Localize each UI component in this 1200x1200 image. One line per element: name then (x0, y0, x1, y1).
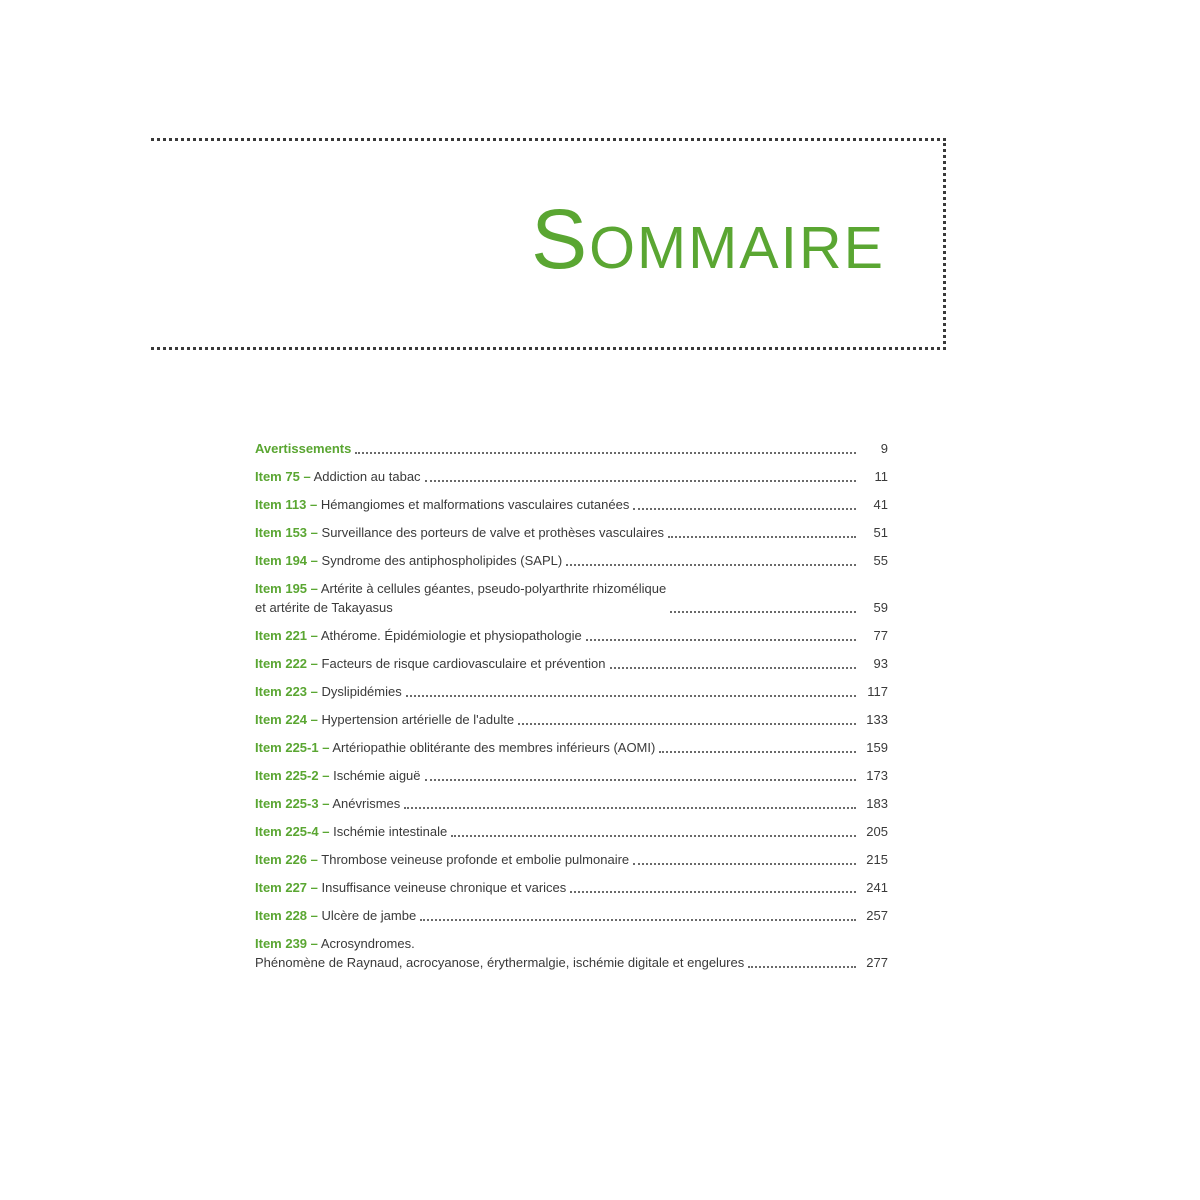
toc-entry[interactable] (255, 675, 888, 703)
toc-entry-label: Item 223 (255, 684, 308, 699)
toc-entry-label: Item 75 (255, 469, 300, 484)
toc-page-number: 77 (873, 628, 888, 643)
toc-page-number: 159 (866, 740, 888, 755)
toc-entry-text (255, 878, 566, 899)
toc-entry-text (255, 439, 351, 460)
toc-page-number: 117 (867, 684, 888, 699)
toc-page-number: 257 (866, 908, 888, 923)
toc-page-number: 183 (866, 796, 888, 811)
toc-entry-title: Surveillance des porteurs de valve et prothèses vasculaires (321, 525, 665, 540)
toc-entry-text (255, 626, 582, 647)
title-frame (151, 138, 946, 350)
toc-page-number: 55 (873, 553, 888, 568)
toc-entry-text (255, 523, 664, 544)
toc-entry-label: Item 227 (255, 880, 308, 895)
toc-entry-label: Avertissements (255, 441, 352, 456)
toc-entry-first-line (255, 934, 744, 953)
toc-entry-title: Insuffisance veineuse chronique et varices (321, 880, 567, 895)
toc-entry-dash: – (310, 684, 318, 699)
dot-leader (633, 508, 856, 510)
toc-entry[interactable] (255, 516, 888, 544)
toc-entry-title: Thrombose veineuse profonde et embolie pulmonaire (321, 852, 630, 867)
toc-entry-text (255, 738, 655, 759)
toc-entry-label: Item 195 (255, 581, 308, 596)
toc-entry-title: Artériopathie oblitérante des membres inférieurs (AOMI) (332, 740, 656, 755)
toc-entry-label: Item 225-4 (255, 824, 319, 839)
toc-entry[interactable] (255, 787, 888, 815)
toc-entry-label: Item 239 (255, 936, 308, 951)
toc-entry[interactable] (255, 927, 888, 974)
toc-entry-label: Item 225-2 (255, 768, 319, 783)
dot-leader (518, 723, 856, 725)
toc-entry-label: Item 228 (255, 908, 308, 923)
toc-entry-dash: – (310, 712, 318, 727)
dot-leader (566, 564, 856, 566)
toc-page-number: 59 (873, 600, 888, 615)
toc-page-number: 133 (866, 712, 888, 727)
toc-entry[interactable] (255, 647, 888, 675)
toc-entry[interactable] (255, 815, 888, 843)
toc-entry-title: Dyslipidémies (321, 684, 402, 699)
toc-entry[interactable] (255, 871, 888, 899)
dot-leader (570, 891, 856, 893)
toc-entry-dash: – (303, 469, 311, 484)
toc-entry-title: Hypertension artérielle de l'adulte (321, 712, 515, 727)
toc-page-number: 9 (880, 441, 888, 456)
dot-leader (425, 779, 856, 781)
toc-entry-text (255, 579, 666, 619)
toc-entry-dash: – (310, 525, 318, 540)
toc-entry-dash: – (310, 880, 318, 895)
toc-entry-dash: – (310, 628, 318, 643)
table-of-contents (255, 432, 888, 974)
dot-leader (659, 751, 856, 753)
toc-entry-text (255, 934, 744, 974)
toc-page-number: 11 (874, 469, 888, 484)
toc-entry-title-line1: Acrosyndromes. (320, 936, 415, 951)
toc-entry-title: Anévrismes (332, 796, 401, 811)
toc-entry-title: Addiction au tabac (313, 469, 421, 484)
toc-entry-title: et artérite de Takayasus (255, 600, 393, 615)
toc-entry-dash: – (322, 740, 330, 755)
toc-entry-label: Item 113 (255, 497, 307, 512)
toc-entry[interactable] (255, 619, 888, 647)
toc-entry-first-line (255, 579, 666, 598)
toc-entry-text (255, 467, 421, 488)
dot-leader (404, 807, 856, 809)
toc-entry-text (255, 794, 400, 815)
page-title: Sommaire (531, 192, 885, 286)
toc-entry-text (255, 710, 514, 731)
toc-entry-label: Item 224 (255, 712, 308, 727)
toc-entry-title: Syndrome des antiphospholipides (SAPL) (321, 553, 563, 568)
toc-entry[interactable] (255, 460, 888, 488)
toc-entry[interactable] (255, 432, 888, 460)
toc-entry-label: Item 194 (255, 553, 308, 568)
toc-page-number: 41 (873, 497, 888, 512)
toc-page-number: 215 (866, 852, 888, 867)
toc-entry[interactable] (255, 703, 888, 731)
toc-entry-label: Item 225-3 (255, 796, 319, 811)
dot-leader (420, 919, 856, 921)
toc-entry-dash: – (322, 768, 330, 783)
toc-entry-dash: – (310, 656, 318, 671)
toc-entry-label: Item 221 (255, 628, 308, 643)
dot-leader (425, 480, 856, 482)
toc-entry-title: Hémangiomes et malformations vasculaires cutanées (320, 497, 630, 512)
toc-page-number: 93 (873, 656, 888, 671)
dot-leader (748, 966, 856, 968)
toc-page-number: 205 (866, 824, 888, 839)
toc-entry-text (255, 551, 562, 572)
toc-entry-label: Item 222 (255, 656, 308, 671)
toc-entry-text (255, 822, 447, 843)
toc-entry-dash: – (322, 824, 330, 839)
dot-leader (586, 639, 856, 641)
toc-entry-text (255, 906, 416, 927)
toc-entry-title-line1: Artérite à cellules géantes, pseudo-polyarthrite rhizomélique (320, 581, 667, 596)
dot-leader (670, 611, 856, 613)
toc-entry-label: Item 153 (255, 525, 308, 540)
toc-page-number: 51 (873, 525, 888, 540)
toc-entry-title: Facteurs de risque cardiovasculaire et prévention (321, 656, 606, 671)
toc-entry-title: Ischémie aiguë (333, 768, 421, 783)
toc-entry-text (255, 682, 402, 703)
toc-page-number: 173 (866, 768, 888, 783)
toc-entry-title: Athérome. Épidémiologie et physiopathologie (320, 628, 582, 643)
toc-entry-dash: – (309, 497, 318, 512)
toc-entry[interactable] (255, 488, 888, 516)
toc-entry[interactable] (255, 759, 888, 787)
dot-leader (668, 536, 856, 538)
dot-leader (406, 695, 856, 697)
toc-entry-label: Item 225-1 (255, 740, 319, 755)
toc-entry-dash: – (310, 936, 318, 951)
toc-entry-dash: – (322, 796, 330, 811)
toc-entry[interactable] (255, 544, 888, 572)
toc-entry[interactable] (255, 572, 888, 619)
toc-entry-dash: – (310, 908, 318, 923)
toc-entry-title: Ischémie intestinale (333, 824, 448, 839)
toc-entry-text (255, 495, 629, 516)
toc-entry-dash: – (310, 852, 318, 867)
dot-leader (451, 835, 856, 837)
toc-entry-text (255, 850, 629, 871)
toc-page-number: 277 (866, 955, 888, 970)
dot-leader (610, 667, 856, 669)
dot-leader (633, 863, 856, 865)
toc-entry-text (255, 654, 606, 675)
toc-entry[interactable] (255, 899, 888, 927)
toc-entry-dash: – (310, 581, 318, 596)
toc-page-number: 241 (866, 880, 888, 895)
toc-entry-text (255, 766, 421, 787)
toc-entry-title: Phénomène de Raynaud, acrocyanose, érythermalgie, ischémie digitale et engelures (255, 955, 745, 970)
toc-entry[interactable] (255, 731, 888, 759)
toc-entry-title: Ulcère de jambe (321, 908, 417, 923)
toc-entry-label: Item 226 (255, 852, 308, 867)
toc-entry-dash: – (310, 553, 318, 568)
dot-leader (355, 452, 856, 454)
toc-entry[interactable] (255, 843, 888, 871)
